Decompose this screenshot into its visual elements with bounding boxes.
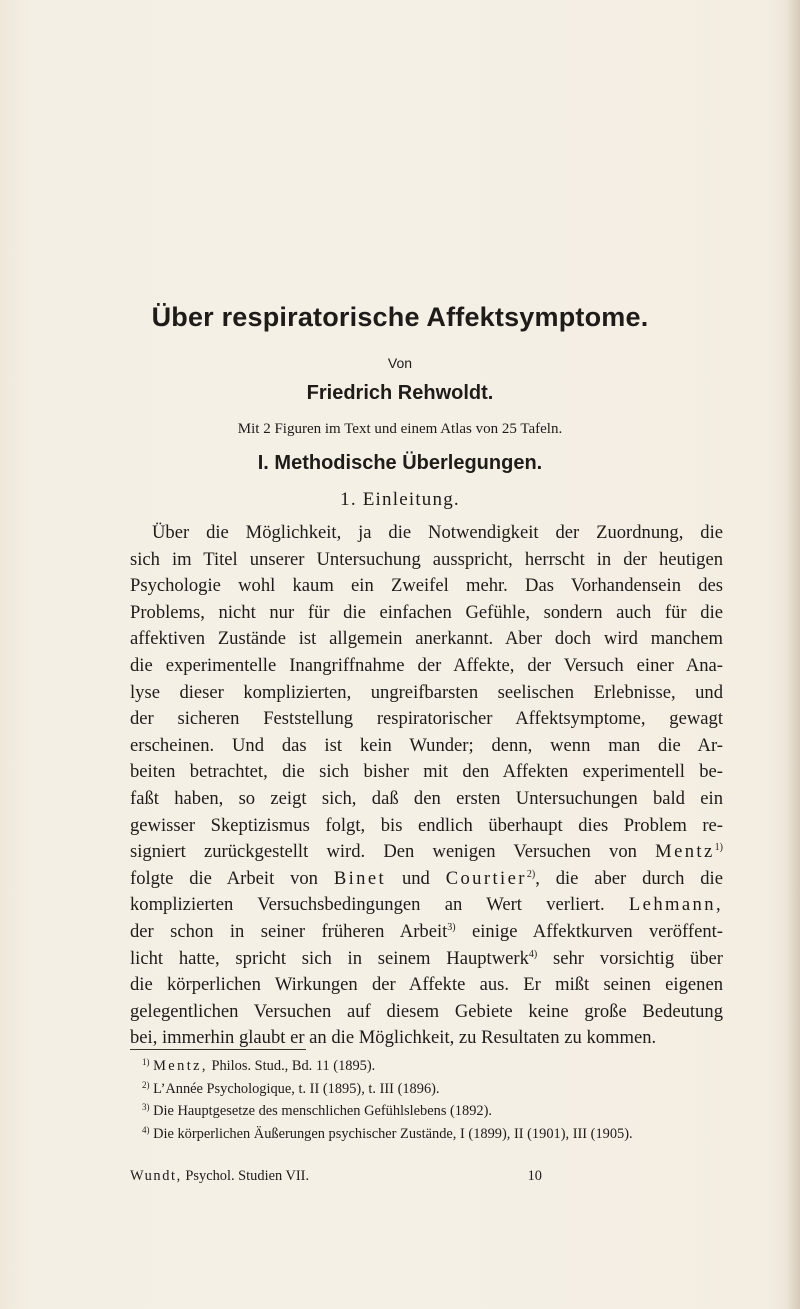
footnote-mark: 1): [142, 1057, 150, 1067]
byline: Von: [387, 355, 413, 371]
cited-author-lehmann: Lehmann,: [628, 894, 723, 916]
paragraph-line: sich im Titel unserer Untersuchung ausspricht, herrscht in der heutigen: [130, 548, 723, 570]
article-title: Über respiratorische Affektsymptome.: [151, 302, 649, 332]
text-run: komplizierten Versuchsbedingungen an Wert verliert.: [130, 894, 605, 916]
paragraph-line: die körperlichen Wirkungen der Affekte aus. Er mißt seinen eigenen: [130, 974, 723, 996]
text-run: und: [401, 867, 430, 889]
footnote-ref-1[interactable]: 1): [714, 842, 723, 854]
cited-author-mentz: Mentz: [655, 841, 715, 863]
paragraph-line: erscheinen. Und das ist kein Wunder; denn, wenn man die Ar-: [130, 734, 723, 756]
footnote-2: [130, 1078, 730, 1101]
text-run: sehr vorsichtig über: [553, 947, 723, 969]
footnote-divider: [130, 1049, 306, 1050]
footnote-4: [130, 1123, 730, 1146]
paragraph-line: bei, immerhin glaubt er an die Möglichkeit, zu Resultaten zu kommen.: [130, 1027, 657, 1049]
paragraph-line: Psychologie wohl kaum ein Zweifel mehr. Das Vorhandensein des: [130, 575, 723, 597]
paragraph-line: faßt haben, so zeigt sich, daß den ersten Untersuchungen bald ein: [130, 787, 723, 809]
page-footer: [130, 1168, 542, 1185]
paragraph-line: gewisser Skeptizismus folgt, bis endlich überhaupt dies Problem re-: [130, 814, 723, 836]
text-run: folgte die Arbeit von: [130, 867, 318, 889]
cited-author-courtier: Courtier: [445, 867, 527, 889]
page-number: 10: [527, 1168, 542, 1184]
page-edge-shadow: [786, 0, 800, 1309]
text-run: der schon in seiner früheren Arbeit: [130, 920, 448, 942]
article-subtitle: Mit 2 Figuren im Text und einem Atlas von 25 Tafeln.: [237, 421, 563, 437]
footnote-text: Die körperlichen Äußerungen psychischer Zustände, I (1899), II (1901), III (1905).: [153, 1125, 633, 1142]
paragraph-line: [130, 866, 723, 893]
footnote-author: Mentz,: [153, 1058, 208, 1074]
paragraph-line: affektiven Zustände ist allgemein anerkannt. Aber doch wird manchem: [130, 628, 723, 650]
paragraph-line: die experimentelle Inangriffnahme der Affekte, der Versuch einer Ana-: [130, 654, 723, 676]
footnote-ref-2[interactable]: 2): [526, 868, 536, 880]
footnote-3: [130, 1100, 730, 1123]
cited-author-binet: Binet: [333, 867, 387, 889]
subsection-heading: 1. Einleitung.: [340, 489, 460, 510]
paragraph-line: [130, 919, 723, 946]
text-run: signiert zurückgestellt wird. Den wenigen Versuchen von: [130, 841, 637, 863]
footnote-ref-4[interactable]: 4): [528, 948, 538, 960]
section-heading: I. Methodische Überlegungen.: [257, 452, 543, 474]
paragraph-line: gelegentlichen Versuchen auf diesem Gebiete keine große Bedeutung: [130, 1000, 723, 1022]
footnote-text: L’Année Psychologique, t. II (1895), t. III (1896).: [153, 1080, 440, 1097]
footnote-ref-3[interactable]: 3): [447, 921, 456, 933]
footnote-mark: 3): [142, 1102, 150, 1112]
paragraph-line: Problems, nicht nur für die einfachen Gefühle, sondern auch für die: [130, 601, 723, 623]
paragraph-line: Über die Möglichkeit, ja die Notwendigkeit der Zuordnung, die: [152, 522, 723, 543]
footnote-text: Die Hauptgesetze des menschlichen Gefühlslebens (1892).: [153, 1103, 492, 1119]
paragraph-line: der sicheren Feststellung respiratorischer Affektsymptome, gewagt: [130, 708, 723, 730]
text-run: einige Affektkurven veröffent-: [472, 920, 723, 942]
footnotes: [130, 1055, 730, 1145]
introduction-paragraph: [130, 520, 723, 1052]
paragraph-line: beiten betrachtet, die sich bisher mit den Affekten experimentell be-: [130, 761, 723, 783]
text-run: licht hatte, spricht sich in seinem Hauptwerk: [130, 947, 529, 969]
author-name: Friedrich Rehwoldt.: [306, 382, 494, 404]
footnote-text: Philos. Stud., Bd. 11 (1895).: [211, 1058, 376, 1074]
paragraph-line: [130, 946, 723, 973]
footnote-mark: 2): [142, 1079, 150, 1090]
footnote-mark: 4): [142, 1124, 150, 1135]
footnote-1: [130, 1055, 730, 1078]
paragraph-line: lyse dieser komplizierten, ungreifbarsten seelischen Erlebnisse, und: [130, 681, 723, 703]
running-title: Psychol. Studien VII.: [185, 1168, 310, 1184]
paragraph-line: [130, 839, 723, 866]
running-author: Wundt,: [130, 1168, 182, 1184]
text-run: , die aber durch die: [535, 867, 723, 889]
paragraph-line: [130, 892, 723, 919]
